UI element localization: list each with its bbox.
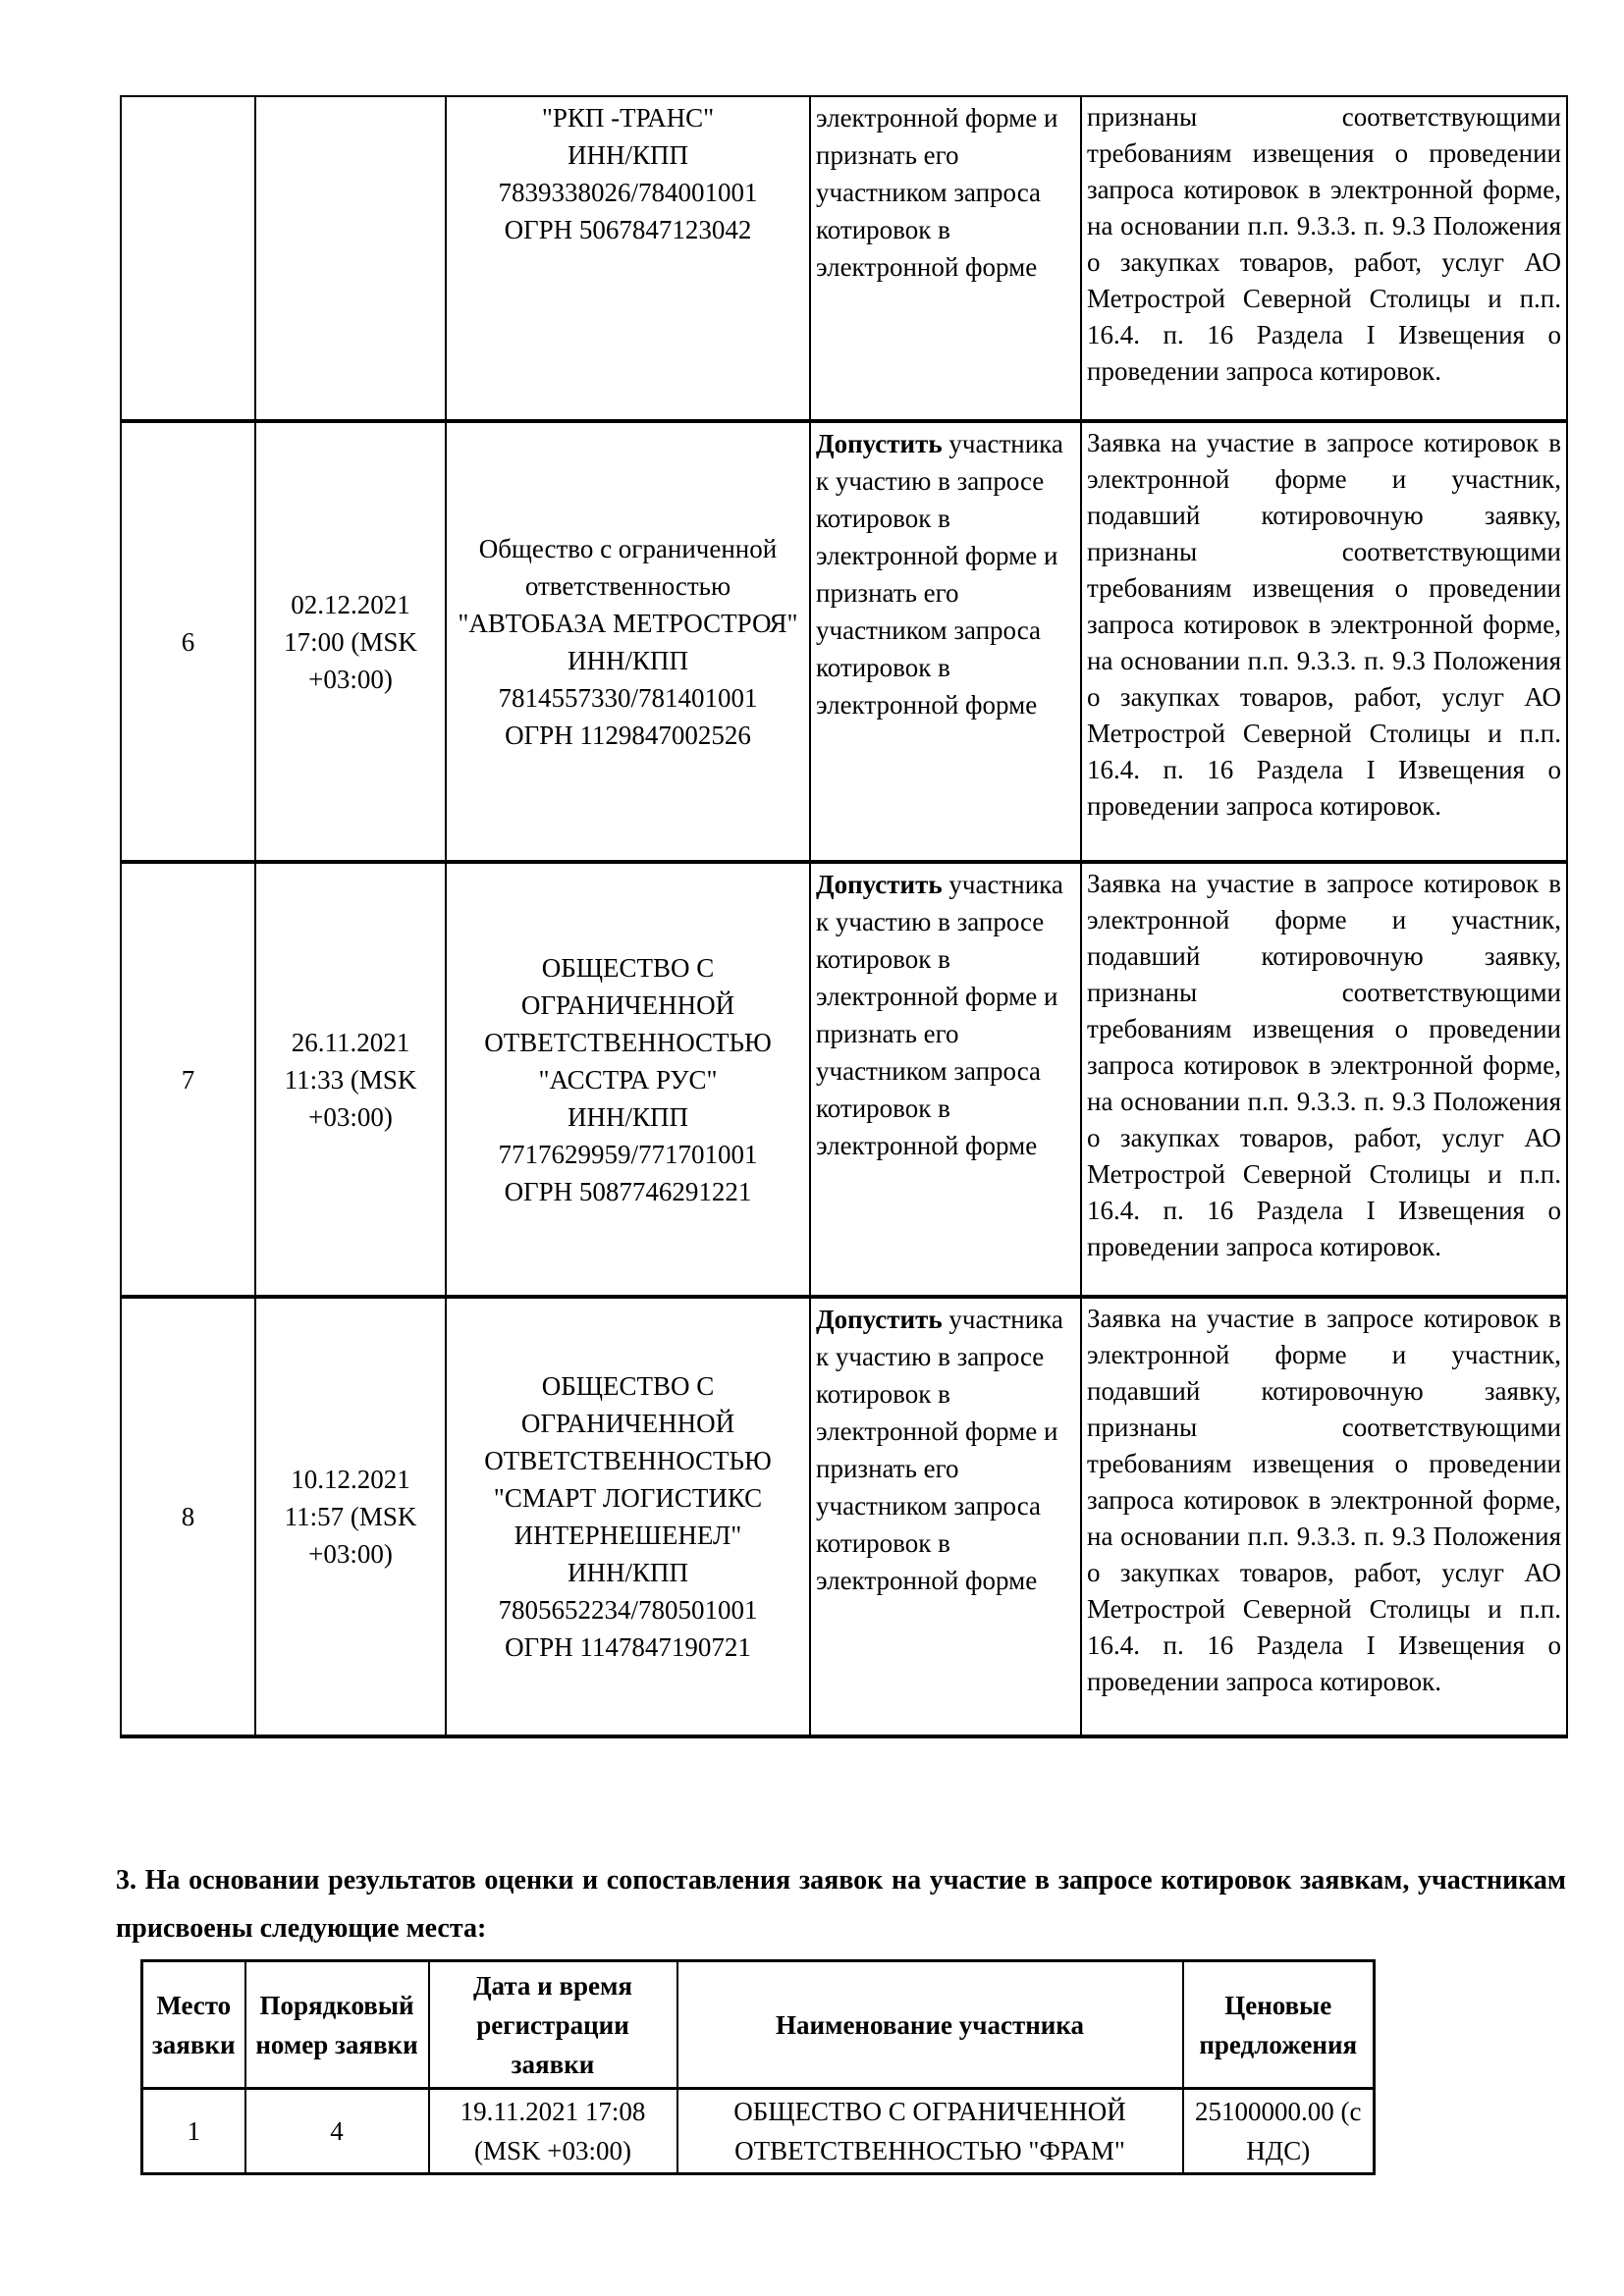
justification-text: признаны соответствующими требованиям извещения о проведении запроса котировок в электронной форме, на основании п.п. 9.3.3. п. 9.3 Положения о закупках товаров, работ, услуг АО Метрострой Северной Столицы и п.п. 16.4. п. 16 Раздела I Извещения о проведении запроса котировок. [1087, 102, 1561, 386]
participant-name: "РКП -ТРАНС" [541, 103, 715, 133]
registration-datetime-cell: 19.11.2021 17:08 (MSK +03:00) [429, 2089, 677, 2174]
application-number-cell: 7 [121, 862, 255, 1297]
order-number-cell: 4 [245, 2089, 429, 2174]
participant-name-cell [446, 421, 810, 862]
registration-datetime-cell: 02.12.2021 17:00 (MSK +03:00) [255, 421, 446, 862]
participant-name-cell [446, 1297, 810, 1736]
participant-ogrn: ОГРН 1147847190721 [505, 1632, 751, 1662]
justification-text: Заявка на участие в запросе котировок в электронной форме и участник, подавший котировочную заявку, признаны соответствующими требованиям извещения о проведении запроса котировок в электронной форме, на основании п.п. 9.3.3. п. 9.3 Положения о закупках товаров, работ, услуг АО Метрострой Северной Столицы и п.п. 16.4. п. 16 Раздела I Извещения о проведении запроса котировок. [1087, 1304, 1561, 1696]
decision-keyword: Допустить [816, 870, 943, 899]
participant-inn-kpp: 7814557330/781401001 [498, 682, 758, 713]
decision-keyword: Допустить [816, 429, 943, 458]
decision-cell [810, 1297, 1081, 1736]
application-number-cell: 6 [121, 421, 255, 862]
registration-datetime-cell: 10.12.2021 11:57 (MSK +03:00) [255, 1297, 446, 1736]
header-place: Место заявки [142, 1961, 245, 2089]
header-registration-datetime: Дата и время регистрации заявки [429, 1961, 677, 2089]
justification-cell [1081, 1297, 1567, 1736]
justification-cell [1081, 96, 1567, 421]
participant-name: ОБЩЕСТВО С ОГРАНИЧЕННОЙ ОТВЕТСТВЕННОСТЬЮ "СМАРТ ЛОГИСТИКС ИНТЕРНЕШЕНЕЛ" [484, 1371, 772, 1550]
participant-name-cell [446, 96, 810, 421]
participant-inn-kpp: 7805652234/780501001 [498, 1595, 758, 1625]
participant-inn-kpp-label: ИНН/КПП [567, 645, 688, 675]
ranking-table-row [142, 2089, 1375, 2174]
participant-name: Общество с ограниченной ответственностью "АВТОБАЗА МЕТРОСТРОЯ" [458, 533, 798, 638]
table-row-8 [121, 1297, 1567, 1736]
price-offer-cell: 25100000.00 (с НДС) [1183, 2089, 1375, 2174]
participant-inn-kpp-label: ИНН/КПП [567, 1101, 688, 1132]
decision-keyword: Допустить [816, 1305, 943, 1334]
registration-datetime-cell: 26.11.2021 11:33 (MSK +03:00) [255, 862, 446, 1297]
header-order-number: Порядковый номер заявки [245, 1961, 429, 2089]
header-price-offer: Ценовые предложения [1183, 1961, 1375, 2089]
section-3-heading: 3. На основании результатов оценки и сопоставления заявок на участие в запросе котировок заявкам, участникам присвоены следующие места: [116, 1865, 1566, 1944]
justification-text: Заявка на участие в запросе котировок в электронной форме и участник, подавший котировочную заявку, признаны соответствующими требованиям извещения о проведении запроса котировок в электронной форме, на основании п.п. 9.3.3. п. 9.3 Положения о закупках товаров, работ, услуг АО Метрострой Северной Столицы и п.п. 16.4. п. 16 Раздела I Извещения о проведении запроса котировок. [1087, 428, 1561, 821]
participant-inn-kpp-label: ИНН/КПП [567, 140, 688, 170]
decision-cell [810, 421, 1081, 862]
participant-inn-kpp: 7839338026/784001001 [498, 178, 758, 207]
decision-cell [810, 96, 1081, 421]
participant-name-cell: ОБЩЕСТВО С ОГРАНИЧЕННОЙ ОТВЕТСТВЕННОСТЬЮ "ФРАМ" [677, 2089, 1183, 2174]
participant-name: ОБЩЕСТВО С ОГРАНИЧЕННОЙ ОТВЕТСТВЕННОСТЬЮ "АССТРА РУС" [484, 952, 772, 1095]
decision-text: участника к участию в запросе котировок в электронной форме и признать его участником запроса котировок в электронной форме [816, 1305, 1063, 1595]
participant-name-cell [446, 862, 810, 1297]
justification-cell [1081, 421, 1567, 862]
header-participant-name: Наименование участника [677, 1961, 1183, 2089]
decision-text: электронной форме и признать его участником запроса котировок в электронной форме [816, 103, 1058, 282]
application-number-cell: 8 [121, 1297, 255, 1736]
justification-cell [1081, 862, 1567, 1297]
participant-inn-kpp-label: ИНН/КПП [567, 1558, 688, 1587]
registration-datetime-cell [255, 96, 446, 421]
participant-inn-kpp: 7717629959/771701001 [498, 1139, 758, 1169]
applications-review-table [120, 95, 1568, 1738]
justification-text: Заявка на участие в запросе котировок в электронной форме и участник, подавший котировочную заявку, признаны соответствующими требованиям извещения о проведении запроса котировок в электронной форме, на основании п.п. 9.3.3. п. 9.3 Положения о закупках товаров, работ, услуг АО Метрострой Северной Столицы и п.п. 16.4. п. 16 Раздела I Извещения о проведении запроса котировок. [1087, 869, 1561, 1261]
participant-ogrn: ОГРН 5067847123042 [504, 215, 752, 244]
ranking-table-header-row [142, 1961, 1375, 2089]
table-row-7 [121, 862, 1567, 1297]
table-row-carryover [121, 96, 1567, 421]
ranking-table [140, 1959, 1376, 2175]
decision-text: участника к участию в запросе котировок в электронной форме и признать его участником запроса котировок в электронной форме [816, 429, 1063, 720]
decision-text: участника к участию в запросе котировок в электронной форме и признать его участником запроса котировок в электронной форме [816, 870, 1063, 1160]
application-number-cell [121, 96, 255, 421]
place-cell: 1 [142, 2089, 245, 2174]
participant-ogrn: ОГРН 5087746291221 [504, 1176, 752, 1206]
participant-ogrn: ОГРН 1129847002526 [505, 720, 751, 750]
table-row-6 [121, 421, 1567, 862]
decision-cell [810, 862, 1081, 1297]
